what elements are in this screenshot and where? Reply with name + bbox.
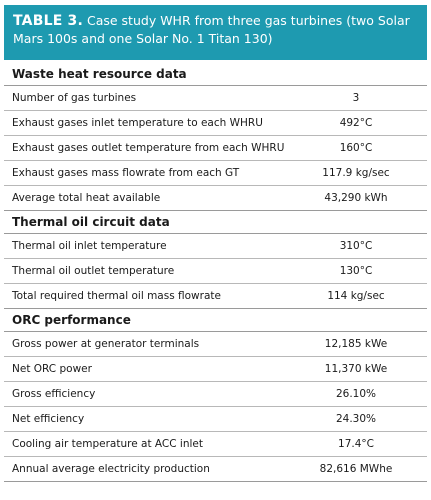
row-parameter: Exhaust gases outlet temperature from each WHRU bbox=[12, 142, 285, 154]
table-row bbox=[4, 382, 427, 407]
row-value: 3 bbox=[352, 92, 360, 104]
row-parameter: Number of gas turbines bbox=[12, 92, 137, 104]
row-value: 26.10% bbox=[335, 388, 377, 400]
table-row bbox=[4, 357, 427, 382]
row-value: 11,370 kWe bbox=[324, 363, 388, 375]
row-parameter: Thermal oil inlet temperature bbox=[12, 240, 167, 252]
row-parameter: Average total heat available bbox=[12, 192, 161, 204]
section-title: Thermal oil circuit data bbox=[4, 211, 427, 234]
row-parameter: Total required thermal oil mass flowrate bbox=[12, 290, 221, 302]
row-value: 17.4°C bbox=[338, 438, 374, 450]
row-value: 114 kg/sec bbox=[327, 290, 385, 302]
row-value: 82,616 MWhe bbox=[319, 463, 393, 475]
table-header bbox=[4, 5, 427, 60]
row-parameter: Net ORC power bbox=[12, 363, 92, 375]
row-value: 117.9 kg/sec bbox=[322, 167, 390, 179]
row-parameter: Thermal oil outlet temperature bbox=[12, 265, 175, 277]
table-row bbox=[4, 186, 427, 211]
row-parameter: Cooling air temperature at ACC inlet bbox=[12, 438, 203, 450]
table-row bbox=[4, 234, 427, 259]
table-row bbox=[4, 86, 427, 111]
table-row bbox=[4, 407, 427, 432]
table-body bbox=[4, 63, 427, 482]
table-row bbox=[4, 161, 427, 186]
row-value: 24.30% bbox=[335, 413, 377, 425]
row-value: 160°C bbox=[339, 142, 373, 154]
row-value: 43,290 kWh bbox=[324, 192, 388, 204]
section-title: ORC performance bbox=[4, 309, 427, 332]
row-value: 310°C bbox=[339, 240, 373, 252]
table-label: TABLE 3. bbox=[13, 13, 83, 29]
row-value: 492°C bbox=[339, 117, 373, 129]
table-row bbox=[4, 111, 427, 136]
table-row bbox=[4, 136, 427, 161]
table-row bbox=[4, 457, 427, 482]
row-value: 130°C bbox=[339, 265, 373, 277]
section-title: Waste heat resource data bbox=[4, 63, 427, 86]
table-row bbox=[4, 432, 427, 457]
table-caption: Case study WHR from three gas turbines (two Solar Mars 100s and one Solar No. 1 Titan 130) bbox=[13, 13, 410, 46]
table-row bbox=[4, 332, 427, 357]
row-parameter: Annual average electricity production bbox=[12, 463, 210, 475]
table-row bbox=[4, 284, 427, 309]
row-parameter: Gross power at generator terminals bbox=[12, 338, 200, 350]
row-parameter: Gross efficiency bbox=[12, 388, 96, 400]
row-value: 12,185 kWe bbox=[324, 338, 388, 350]
row-parameter: Net efficiency bbox=[12, 413, 85, 425]
row-parameter: Exhaust gases inlet temperature to each WHRU bbox=[12, 117, 263, 129]
row-parameter: Exhaust gases mass flowrate from each GT bbox=[12, 167, 240, 179]
table-row bbox=[4, 259, 427, 284]
